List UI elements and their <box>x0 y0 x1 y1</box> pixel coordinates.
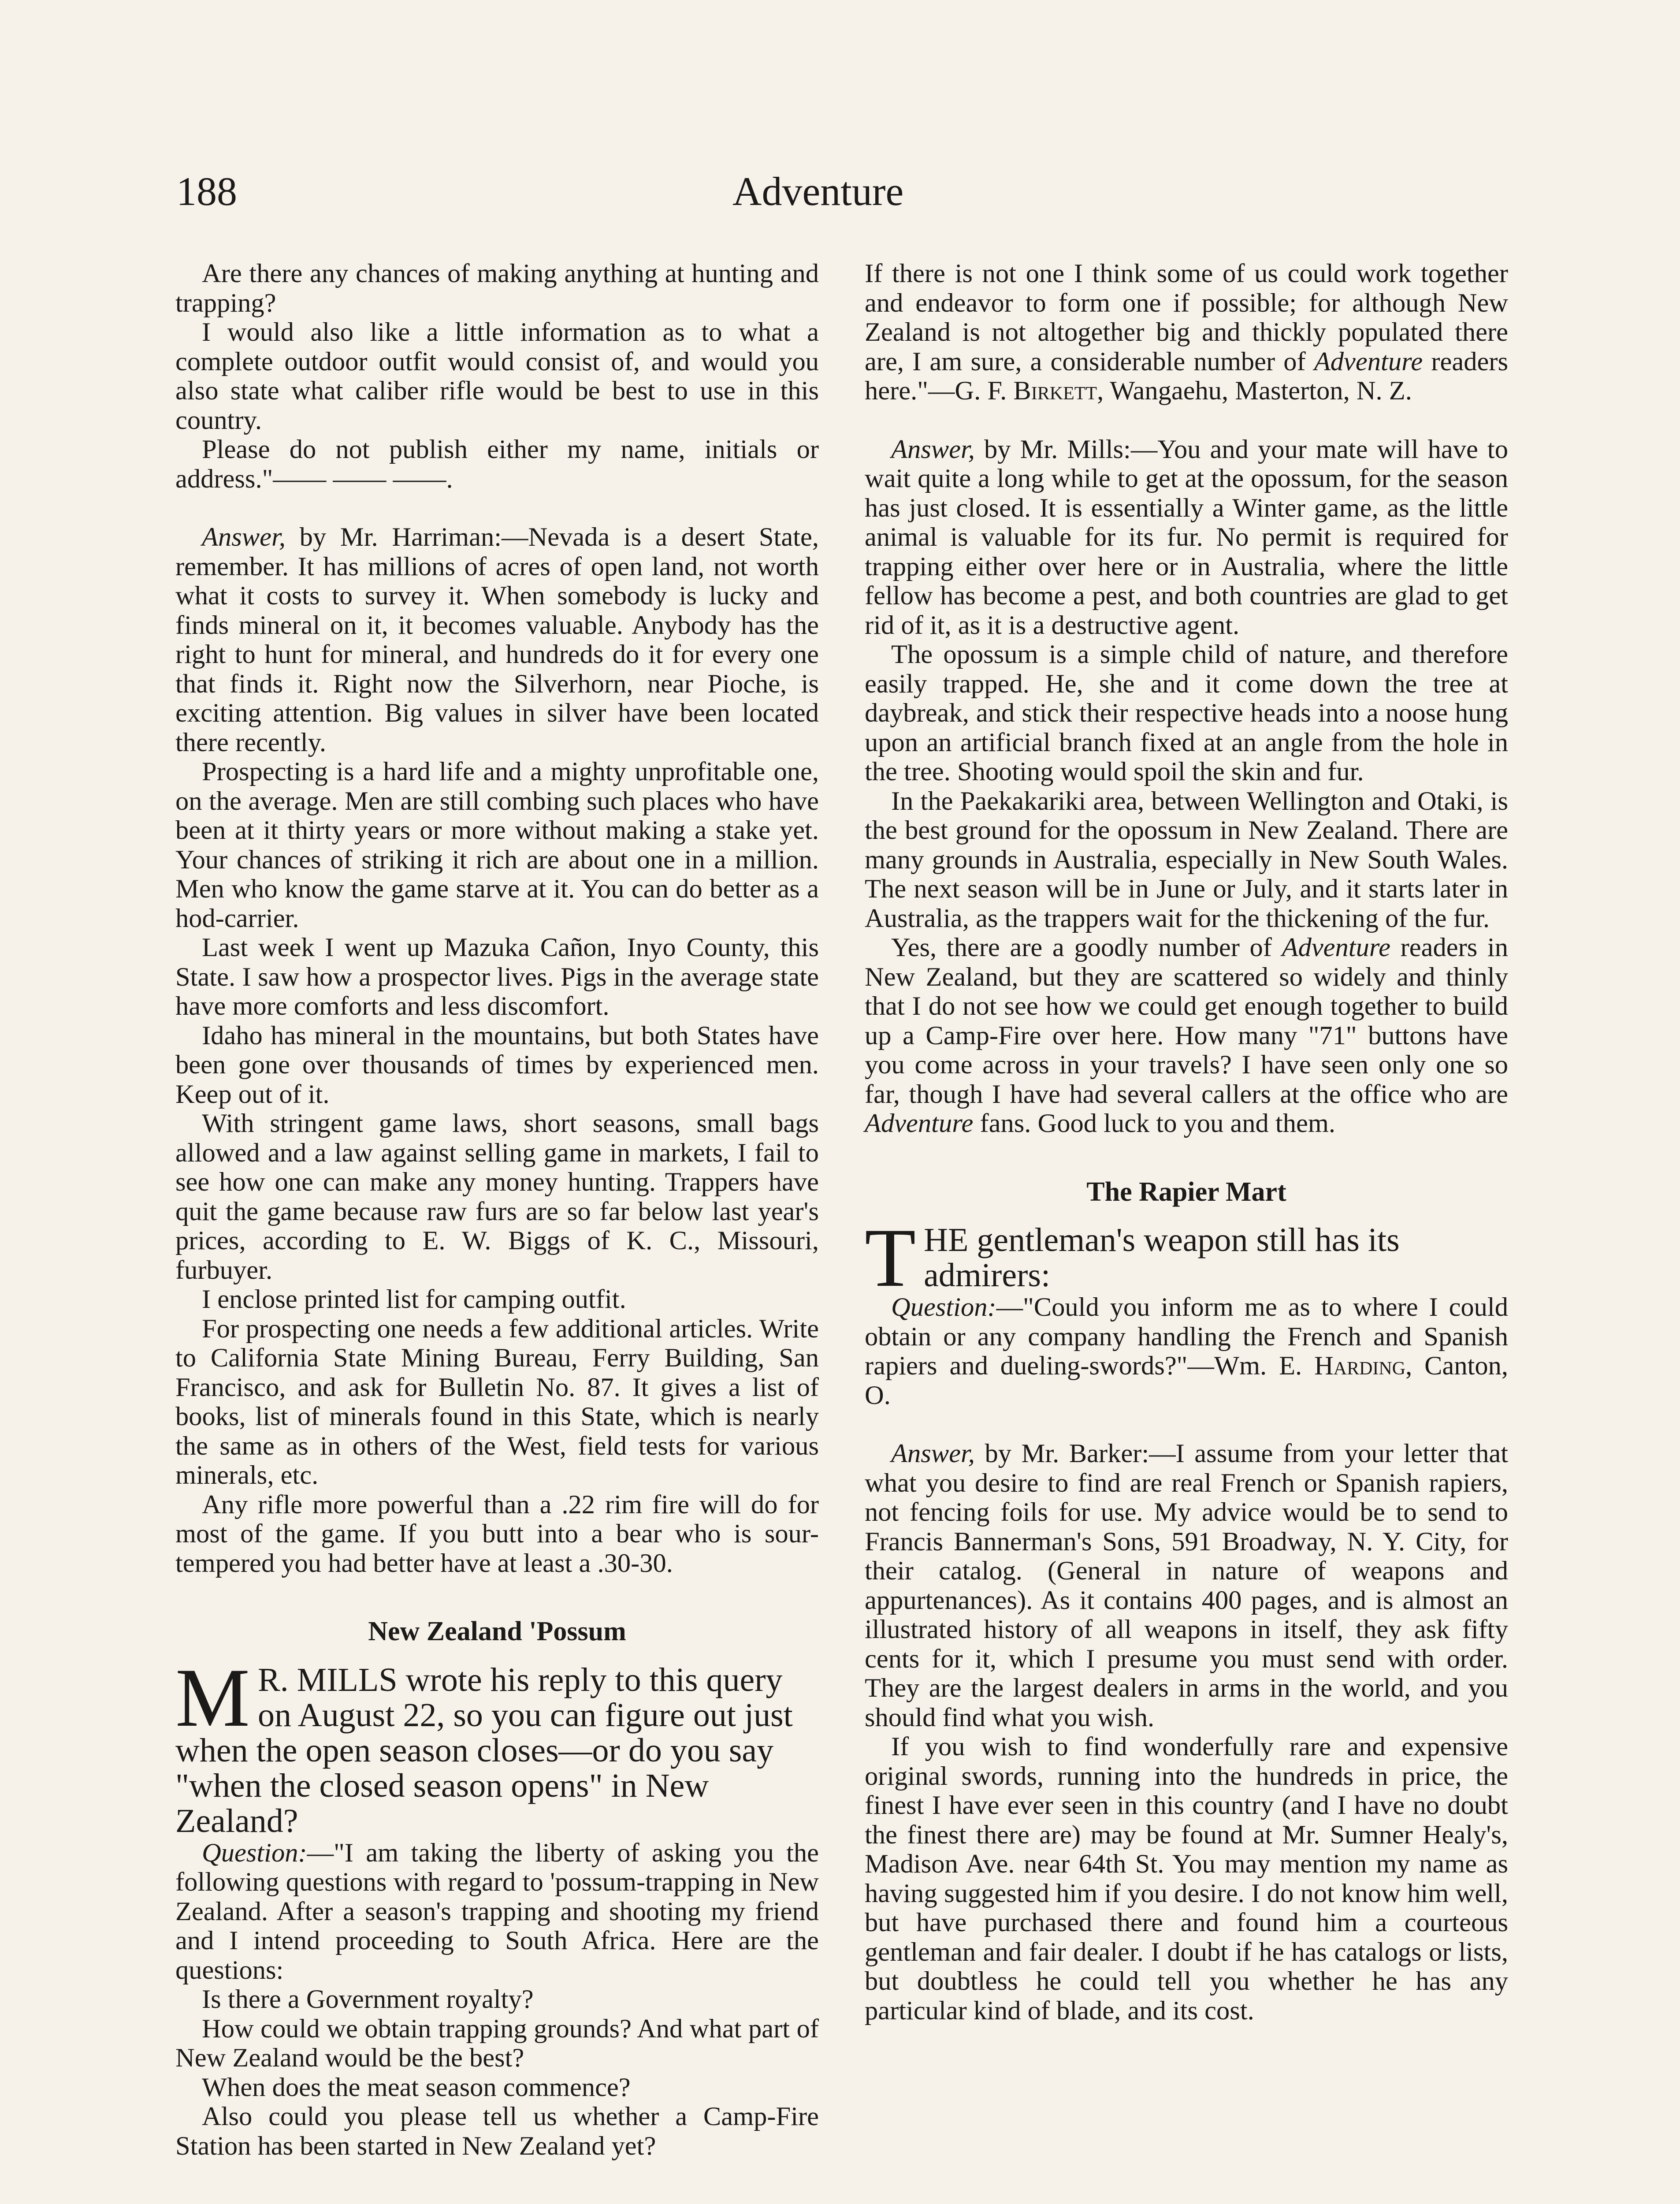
paragraph: Also could you please tell us whether a Camp-Fire Station has been started in New Zealand yet? <box>175 2102 819 2161</box>
paragraph: Are there any chances of making anything at hunting and trapping? <box>175 259 819 318</box>
magazine-title: Adventure <box>1282 933 1390 962</box>
answer-paragraph <box>175 523 819 757</box>
paragraph: Any rifle more powerful than a .22 rim fire will do for most of the game. If you butt into a bear who is sour-tempered you had better have at least a .30-30. <box>175 1489 819 1578</box>
paragraph: With stringent game laws, short seasons, small bags allowed and a law against selling game in markets, I fail to see how one can make any money hunting. Trappers have quit the game because raw furs are so far below last year's prices, according to E. W. Biggs of K. C., Missouri, furbuyer. <box>175 1109 819 1285</box>
answer-label: Answer, <box>202 522 286 552</box>
magazine-title: Adventure <box>1314 346 1423 376</box>
text: Yes, there are a goodly number of <box>891 933 1282 962</box>
section-title-rapier-mart: The Rapier Mart <box>1086 1176 1286 1207</box>
paragraph: Idaho has mineral in the mountains, but both States have been gone over thousands of times by experienced men. Keep out of it. <box>175 1020 819 1109</box>
left-column <box>175 259 819 2161</box>
running-head: Adventure <box>732 169 904 214</box>
paragraph: Please do not publish either my name, initials or address."—— —— ——. <box>175 435 819 494</box>
paragraph <box>865 259 1508 406</box>
drop-cap: T <box>865 1212 916 1304</box>
answer-text: by Mr. Harriman:—Nevada is a desert State, remember. It has millions of acres of open land, not worth what it costs to survey it. When somebody is lucky and finds mineral on it, it becomes valuable. Anybody has the right to hunt for mineral, and hundreds do it for every one that finds it. Right now the Silverhorn, near Pioche, is exciting attention. Big values in silver have been located there recently. <box>175 522 819 757</box>
question-label: Question: <box>891 1292 996 1322</box>
text: , Canton, O. <box>865 1351 1509 1410</box>
page-number: 188 <box>176 169 237 214</box>
answer-label: Answer, <box>891 1439 975 1468</box>
answer-paragraph <box>865 435 1508 640</box>
answer-text: by Mr. Mills:—You and your mate will have to wait quite a long while to get at the opossum, for the season has just closed. It is essentially a Winter game, as the little animal is valuable for its fur. No permit is required for trapping either over here or in Australia, where the little fellow has become a pest, and both countries are glad to get rid of it, as it is a destructive agent. <box>865 434 1508 640</box>
section-title-new-zealand-possum: New Zealand 'Possum <box>368 1616 626 1646</box>
paragraph: Is there a Government royalty? <box>202 1984 534 2014</box>
text: readers here."—G. F. <box>865 346 1509 406</box>
question-text: —"Could you inform me as to where I could obtain or any company handling the French and Spanish rapiers and dueling-swords?"—Wm. E. <box>865 1292 1508 1381</box>
lead-paragraph <box>865 1212 1508 1304</box>
paragraph: Prospecting is a hard life and a mighty unprofitable one, on the average. Men are still combing such places who have been at it thirty years or more without making a stake yet. Your chances of striking it rich are about one in a million. Men who know the game starve at it. You can do better as a hod-carrier. <box>175 757 819 933</box>
right-column <box>865 259 1508 2025</box>
paragraph: In the Paekakariki area, between Wellington and Otaki, is the best ground for the opossum in New Zealand. There are many grounds in Australia, especially in New South Wales. The next season will be in June or July, and it starts later in Australia, as the trappers wait for the thickening of the fur. <box>865 786 1508 933</box>
text: fans. Good luck to you and them. <box>973 1109 1336 1138</box>
answer-paragraph <box>865 1439 1508 1732</box>
paragraph: How could we obtain trapping grounds? And what part of New Zealand would be the best? <box>175 2014 819 2073</box>
answer-label: Answer, <box>891 434 975 464</box>
lead-text: HE gentleman's weapon still has its admirers: <box>924 1221 1400 1294</box>
paragraph: I enclose printed list for camping outfit. <box>202 1284 626 1314</box>
question-text: —"I am taking the liberty of asking you the following questions with regard to 'possum-trapping in New Zealand. After a season's trapping and shooting my friend and I intend proceeding to South Africa. Here are the questions: <box>175 1838 819 1985</box>
question-paragraph <box>175 1839 819 1985</box>
text: readers in New Zealand, but they are scattered so widely and thinly that I do not see how we could get enough together to build up a Camp-Fire over here. How many "71" buttons have you come across in your travels? I have seen only one so far, though I have had several callers at the office who are <box>865 933 1508 1109</box>
paragraph: Last week I went up Mazuka Cañon, Inyo County, this State. I saw how a prospector lives. Pigs in the average state have more comforts and less discomfort. <box>175 933 819 1021</box>
paragraph <box>865 933 1508 1139</box>
question-label: Question: <box>202 1838 307 1868</box>
lead-paragraph <box>175 1651 819 1839</box>
text: , Wangaehu, Masterton, N. Z. <box>1097 376 1412 406</box>
paragraph: The opossum is a simple child of nature, and therefore easily trapped. He, she and it come down the tree at daybreak, and stick their respective heads into a noose hung upon an artificial branch fixed at an angle from the hole in the tree. Shooting would spoil the skin and fur. <box>865 640 1508 786</box>
paragraph: For prospecting one needs a few additional articles. Write to California State Mining Bureau, Ferry Building, San Francisco, and ask for Bulletin No. 87. It gives a list of books, list of minerals found in this State, which is nearly the same as in others of the West, field tests for various minerals, etc. <box>175 1314 819 1490</box>
paragraph: When does the meat season commence? <box>202 2072 631 2102</box>
question-paragraph <box>865 1293 1508 1410</box>
magazine-title: Adventure <box>865 1109 974 1138</box>
drop-cap: M <box>175 1651 250 1744</box>
lead-text: R. MILLS wrote his reply to this query on August 22, so you can figure out just when the open season closes—or do you say "when the closed season opens" in New Zealand? <box>175 1661 793 1839</box>
paragraph: I would also like a little information as to what a complete outdoor outfit would consist of, and would you also state what caliber rifle would be best to use in this country. <box>175 317 819 435</box>
paragraph: If you wish to find wonderfully rare and expensive original swords, running into the hundreds in price, the finest I have ever seen in this country (and I have no doubt the finest there are) may be found at Mr. Sumner Healy's, Madison Ave. near 64th St. You may mention my name as having suggested him if you desire. I do not know him well, but have purchased there and found him a courteous gentleman and fair dealer. I doubt if he has catalogs or lists, but doubtless he could tell you whether he has any particular kind of blade, and its cost. <box>865 1732 1508 2025</box>
answer-text: by Mr. Barker:—I assume from your letter that what you desire to find are real French or Spanish rapiers, not fencing foils for use. My advice would be to send to Francis Bannerman's Sons, 591 Broadway, N. Y. City, for their catalog. (General in nature of weapons and appurtenances). As it contains 400 pages, and is almost an illustrated history of all weapons in itself, they ask fifty cents for it, which I presume you must send with order. They are the largest dealers in arms in the world, and you should find what you wish. <box>865 1439 1508 1732</box>
author-name: Birkett <box>1013 376 1097 406</box>
text: If there is not one I think some of us could work together and endeavor to form one if possible; for although New Zealand is not altogether big and thickly populated there are, I am sure, a considerable number of <box>865 259 1508 376</box>
author-name: Harding <box>1314 1351 1406 1381</box>
